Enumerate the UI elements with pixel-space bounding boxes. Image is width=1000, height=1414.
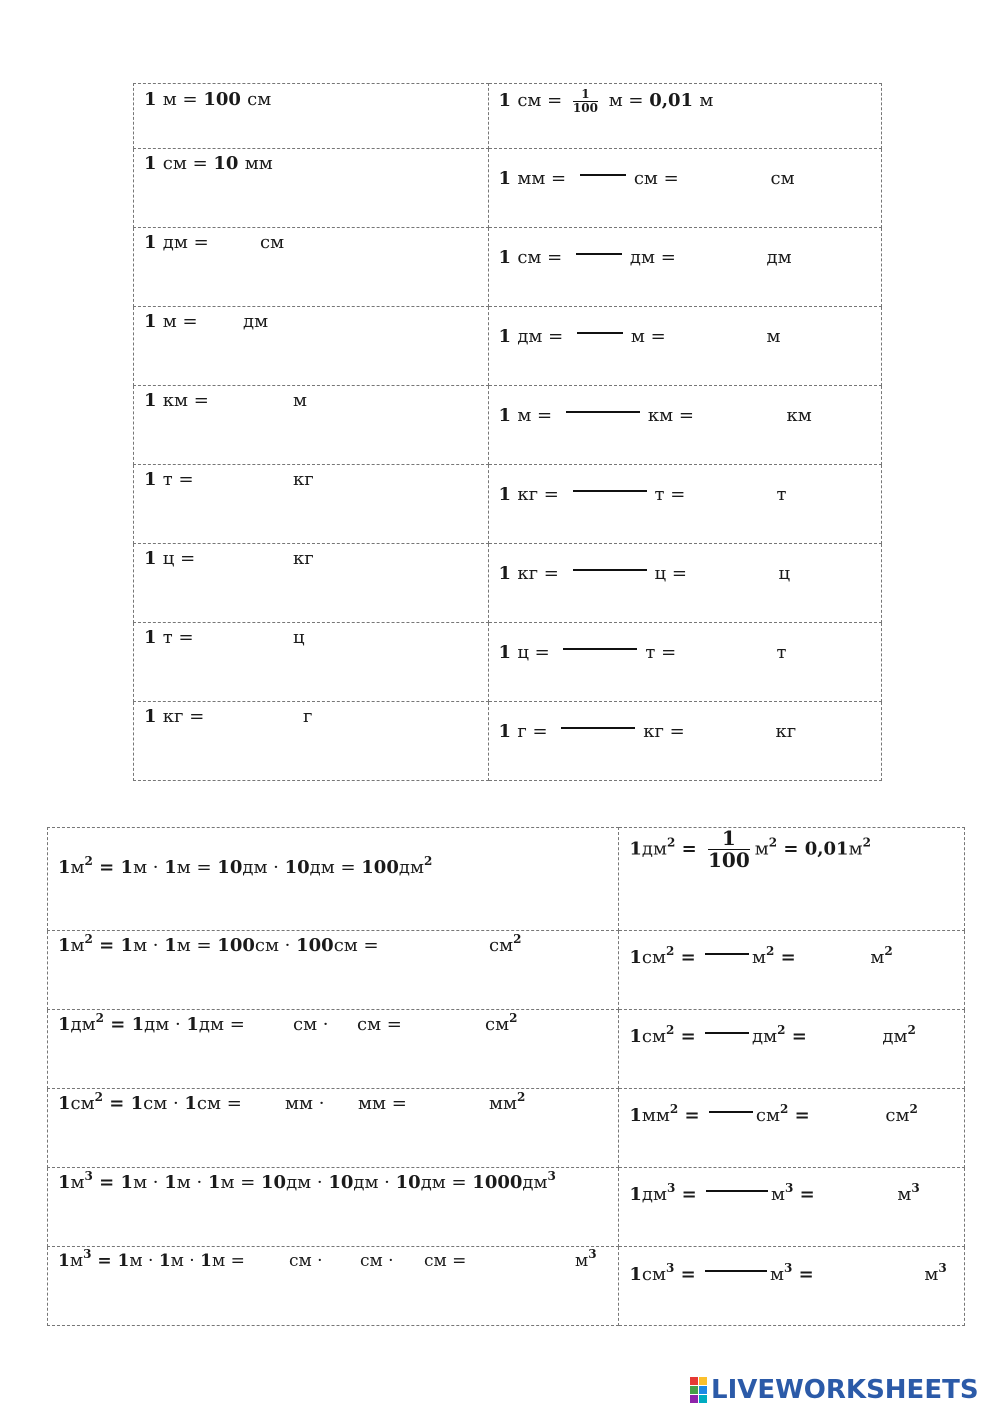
answer-blank[interactable] bbox=[573, 490, 647, 492]
table-row: 1 км = м 1 м = км = км bbox=[134, 386, 882, 465]
length-mass-table bbox=[133, 83, 882, 781]
table-row: 1 ц = кг 1 кг = ц = ц bbox=[134, 544, 882, 623]
table-row: 1 см = 10 мм 1 мм = см = см bbox=[134, 149, 882, 228]
logo-mark-icon bbox=[690, 1377, 707, 1403]
fraction: $\frac{1}{100}$ bbox=[707, 826, 750, 872]
fraction: $\frac{1}{100}$ bbox=[572, 87, 598, 115]
answer-blank[interactable] bbox=[577, 332, 623, 334]
answer-blank[interactable] bbox=[705, 1270, 767, 1272]
table-row: $1см^2 = 1см \cdot 1см$ = мм · мм = $мм^2$ $1мм^2 = см^2$ = $см^2$ bbox=[48, 1089, 965, 1168]
table-row: $1м^3 = 1м \cdot 1м \cdot 1м = 10дм \cdot 10дм \cdot 10дм = 1000дм^3$ $1дм^3 = м^3$ = $м^3$ bbox=[48, 1168, 965, 1247]
table-row: 1 т = ц 1 ц = т = т bbox=[134, 623, 882, 702]
answer-blank[interactable] bbox=[573, 569, 647, 571]
table-row: 1 дм = см 1 см = дм = дм bbox=[134, 228, 882, 307]
answer-blank[interactable] bbox=[576, 253, 622, 255]
answer-blank[interactable] bbox=[566, 411, 640, 413]
table-row: 1 т = кг 1 кг = т = т bbox=[134, 465, 882, 544]
answer-blank[interactable] bbox=[706, 1190, 768, 1192]
answer-blank[interactable] bbox=[580, 174, 626, 176]
answer-blank[interactable] bbox=[709, 1111, 753, 1113]
answer-blank[interactable] bbox=[563, 648, 637, 650]
table-row: 1 м = 100 см 1 см = $\frac{1}{100}$ м = 0,01 м bbox=[134, 84, 882, 149]
table-row: $1м^3 = 1м \cdot 1м \cdot 1м$ = см · см · см = $м^3$ $1см^3 = м^3$ = $м^3$ bbox=[48, 1247, 965, 1326]
table-row: $1м^2 = 1м \cdot 1м = 10дм \cdot 10дм = 100дм^2$ $1дм^2$ = $\frac{1}{100}$ $м^2 = 0,01м^2$ bbox=[48, 828, 965, 931]
logo-text: LIVEWORKSHEETS bbox=[711, 1375, 979, 1405]
liveworksheets-logo bbox=[690, 1374, 979, 1406]
answer-blank[interactable] bbox=[561, 727, 635, 729]
table-row: $1дм^2 = 1дм \cdot 1дм$ = см · см = $см^2$ $1см^2 = дм^2$ = $дм^2$ bbox=[48, 1010, 965, 1089]
answer-blank[interactable] bbox=[705, 953, 749, 955]
table-row: 1 кг = г 1 г = кг = кг bbox=[134, 702, 882, 781]
table-row: 1 м = дм 1 дм = м = м bbox=[134, 307, 882, 386]
table-row: $1м^2 = 1м \cdot 1м = 100см \cdot 100см$ = $см^2$ $1см^2 = м^2$ = $м^2$ bbox=[48, 931, 965, 1010]
area-volume-table bbox=[47, 827, 965, 1326]
answer-blank[interactable] bbox=[705, 1032, 749, 1034]
